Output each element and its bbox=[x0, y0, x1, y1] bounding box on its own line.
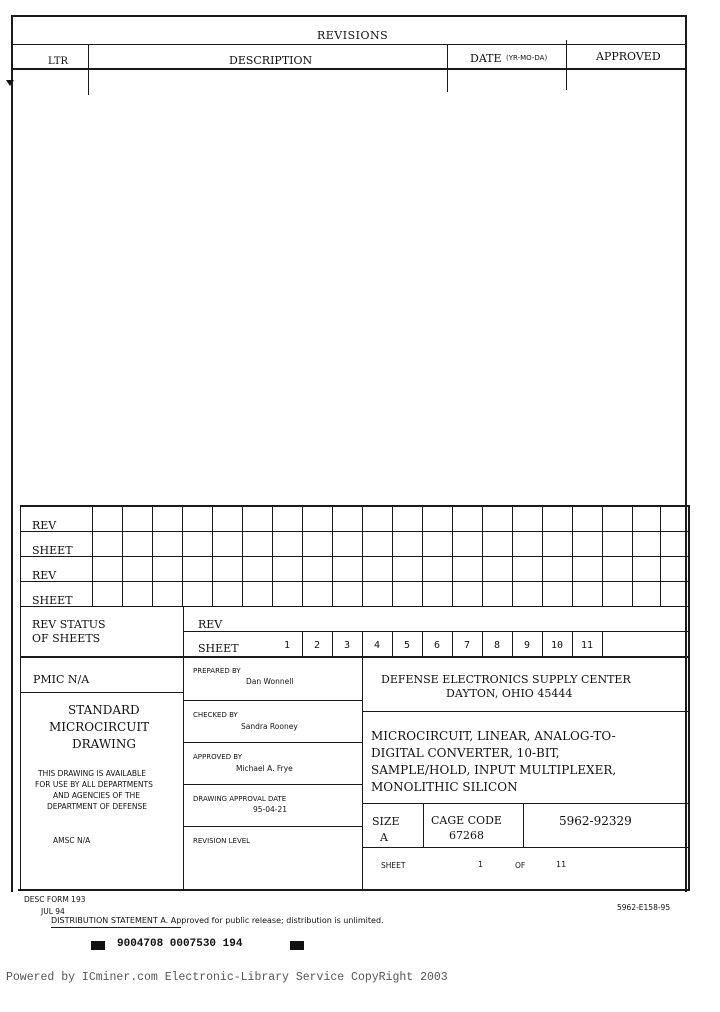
sheet-label-1: SHEET bbox=[32, 544, 73, 557]
sheet-number: 2 bbox=[313, 640, 321, 651]
status-rev-label: REV bbox=[198, 618, 223, 631]
grid-rule-2 bbox=[20, 556, 688, 557]
sheet-number: 10 bbox=[550, 640, 564, 651]
signoff-right bbox=[362, 657, 363, 890]
grid-rule-4 bbox=[20, 606, 688, 607]
sheet-value: 1 bbox=[478, 860, 484, 869]
agency-line2: DAYTON, OHIO 45444 bbox=[446, 687, 573, 700]
amsc-label: AMSC N/A bbox=[53, 836, 91, 845]
of-label: OF bbox=[515, 861, 526, 870]
sheet-number: 7 bbox=[463, 640, 471, 651]
title-line2: DIGITAL CONVERTER, 10-BIT, bbox=[371, 746, 560, 760]
revisions-rule-2 bbox=[13, 68, 685, 70]
form-code: 5962-E158-95 bbox=[617, 903, 671, 912]
rev-label-2: REV bbox=[32, 569, 57, 582]
grid-rule-3 bbox=[20, 581, 688, 582]
sheet-number: 3 bbox=[343, 640, 351, 651]
revisions-div-3 bbox=[566, 40, 567, 90]
grid-top bbox=[20, 505, 690, 507]
sheet-number: 1 bbox=[283, 640, 291, 651]
sheet-number: 9 bbox=[523, 640, 531, 651]
col-approved: APPROVED bbox=[596, 50, 661, 63]
sheet-number: 4 bbox=[373, 640, 381, 651]
grid-col-upper bbox=[362, 507, 363, 607]
title-line1: MICROCIRCUIT, LINEAR, ANALOG-TO- bbox=[371, 729, 616, 743]
sheet-label: SHEET bbox=[381, 861, 406, 870]
availability-line4: DEPARTMENT OF DEFENSE bbox=[47, 802, 147, 811]
grid-rule-1 bbox=[20, 531, 688, 532]
grid-col-upper bbox=[212, 507, 213, 607]
grid-col-upper bbox=[422, 507, 423, 607]
grid-col-upper bbox=[452, 507, 453, 607]
id-rule-top bbox=[363, 803, 688, 804]
revisions-rule-1 bbox=[13, 44, 685, 45]
grid-col-status bbox=[602, 632, 603, 657]
grid-rule-6 bbox=[20, 656, 688, 658]
sheet-number: 11 bbox=[580, 640, 594, 651]
col-ltr: LTR bbox=[48, 56, 69, 67]
checked-name: Sandra Rooney bbox=[241, 722, 298, 731]
distribution-underline bbox=[51, 927, 181, 928]
checked-label: CHECKED BY bbox=[193, 711, 238, 719]
grid-rule-5 bbox=[183, 631, 688, 632]
cage-label: CAGE CODE bbox=[431, 814, 502, 827]
grid-col-upper bbox=[152, 507, 153, 607]
grid-col-upper bbox=[182, 507, 183, 607]
powered-by: Powered by ICminer.com Electronic-Library Service CopyRight 2003 bbox=[6, 971, 448, 984]
barcode-block-right bbox=[290, 941, 304, 950]
form-date: JUL 94 bbox=[41, 907, 65, 916]
barcode-text: 9004708 0007530 194 bbox=[117, 938, 243, 950]
of-value: 11 bbox=[556, 860, 567, 869]
approved-label: APPROVED BY bbox=[193, 753, 243, 761]
rev-status-label-1: REV STATUS bbox=[32, 618, 106, 631]
frame-left bbox=[11, 15, 13, 892]
corner-tick bbox=[6, 80, 14, 86]
grid-col-upper bbox=[302, 507, 303, 607]
drawing-number: 5962-92329 bbox=[559, 814, 632, 828]
availability-line2: FOR USE BY ALL DEPARTMENTS bbox=[35, 780, 153, 789]
grid-col-upper bbox=[512, 507, 513, 607]
prepared-label: PREPARED BY bbox=[193, 667, 241, 675]
size-label: SIZE bbox=[372, 815, 400, 828]
availability-line1: THIS DRAWING IS AVAILABLE bbox=[38, 769, 146, 778]
revision-level-label: REVISION LEVEL bbox=[193, 837, 251, 845]
size-value: A bbox=[380, 831, 388, 844]
signoff-rule-4 bbox=[184, 826, 363, 827]
grid-label-div bbox=[92, 507, 93, 607]
grid-col-upper bbox=[242, 507, 243, 607]
agency-rule bbox=[363, 711, 688, 712]
sheet-number: 5 bbox=[403, 640, 411, 651]
id-div-2 bbox=[523, 803, 524, 847]
col-date-format: (YR-MO-DA) bbox=[506, 54, 548, 62]
grid-col-upper bbox=[632, 507, 633, 607]
grid-status-div bbox=[183, 607, 184, 890]
signoff-rule-3 bbox=[184, 784, 363, 785]
rev-status-label-2: OF SHEETS bbox=[32, 632, 101, 645]
availability-line3: AND AGENCIES OF THE bbox=[53, 791, 140, 800]
barcode-block-left bbox=[91, 941, 105, 950]
distribution-statement: DISTRIBUTION STATEMENT A. Approved for public release; distribution is unlimited. bbox=[51, 916, 384, 925]
frame-right-lower bbox=[688, 505, 690, 891]
grid-col-upper bbox=[602, 507, 603, 607]
col-description: DESCRIPTION bbox=[229, 54, 313, 67]
grid-col-upper bbox=[482, 507, 483, 607]
standard-line1: STANDARD bbox=[68, 703, 140, 717]
pmic-label: PMIC N/A bbox=[33, 673, 90, 686]
grid-col-upper bbox=[122, 507, 123, 607]
grid-col-upper bbox=[542, 507, 543, 607]
grid-col-upper bbox=[572, 507, 573, 607]
grid-col-upper bbox=[660, 507, 661, 607]
title-line3: SAMPLE/HOLD, INPUT MULTIPLEXER, bbox=[371, 763, 617, 777]
revisions-div-2 bbox=[447, 45, 448, 92]
prepared-name: Dan Wonnell bbox=[246, 677, 294, 686]
id-div-1 bbox=[423, 803, 424, 847]
frame-top bbox=[11, 15, 687, 17]
approved-name: Michael A. Frye bbox=[236, 764, 293, 773]
form-number: DESC FORM 193 bbox=[24, 895, 86, 904]
title-line4: MONOLITHIC SILICON bbox=[371, 780, 518, 794]
frame-bottom bbox=[18, 889, 690, 891]
grid-col-upper bbox=[332, 507, 333, 607]
frame-right bbox=[685, 15, 687, 892]
signoff-rule-1 bbox=[184, 700, 363, 701]
pmic-rule bbox=[20, 692, 184, 693]
status-sheet-label: SHEET bbox=[198, 642, 239, 655]
signoff-rule-2 bbox=[184, 742, 363, 743]
cage-value: 67268 bbox=[449, 829, 484, 842]
agency-line1: DEFENSE ELECTRONICS SUPPLY CENTER bbox=[381, 673, 631, 686]
id-rule-mid bbox=[363, 847, 688, 848]
rev-label-1: REV bbox=[32, 519, 57, 532]
standard-line2: MICROCIRCUIT bbox=[49, 720, 150, 734]
sheet-number: 6 bbox=[433, 640, 441, 651]
approval-date-label: DRAWING APPROVAL DATE bbox=[193, 795, 287, 803]
grid-left bbox=[20, 505, 21, 890]
sheet-label-2: SHEET bbox=[32, 594, 73, 607]
revisions-div-1 bbox=[88, 45, 89, 95]
col-date: DATE bbox=[470, 52, 502, 65]
grid-col-upper bbox=[272, 507, 273, 607]
grid-col-upper bbox=[392, 507, 393, 607]
sheet-number: 8 bbox=[493, 640, 501, 651]
revisions-title: REVISIONS bbox=[317, 29, 389, 42]
approval-date: 95-04-21 bbox=[253, 805, 288, 814]
standard-line3: DRAWING bbox=[72, 737, 136, 751]
